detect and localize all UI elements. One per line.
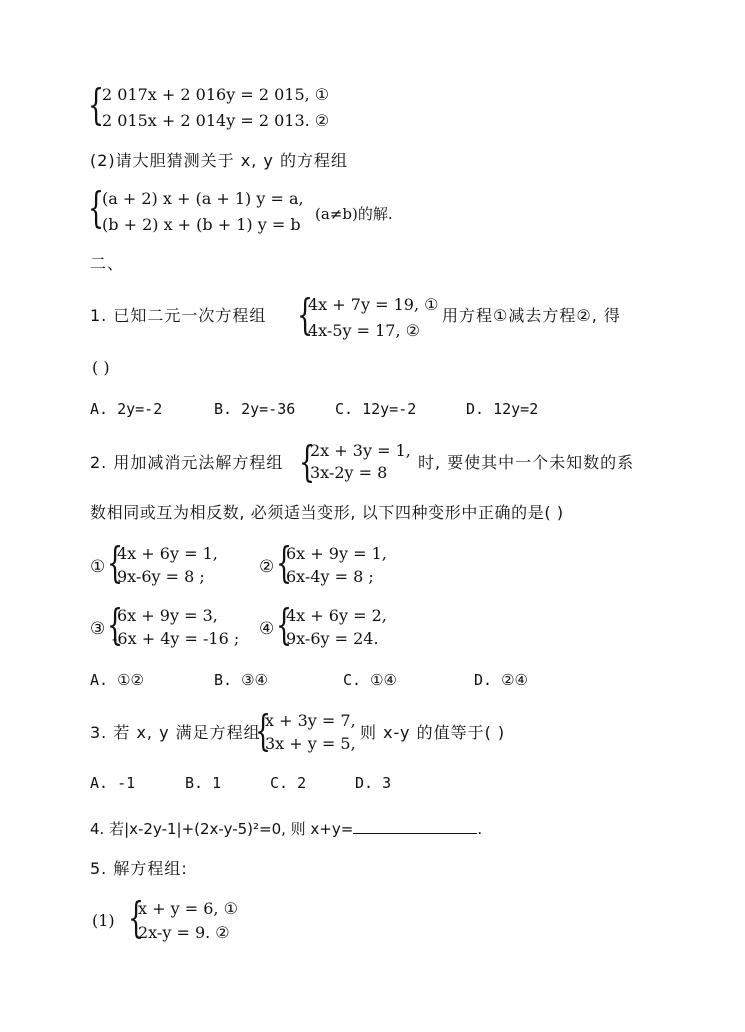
equation-row: 9x-6y = 24. [286,629,379,648]
equation-row: 6x + 9y = 3, [117,606,218,625]
equation-row: x + y = 6, ① [138,899,238,918]
option-d: D. ②④ [474,671,528,689]
equation-row: 4x + 6y = 2, [286,606,387,625]
question-4 [90,818,482,840]
option-d: D. 12y=2 [466,400,539,418]
equation-row: x + 3y = 7, [265,711,356,730]
question-5-prefix: 5. 解方程组: [90,859,188,878]
answer-paren: ( ) [92,358,110,377]
left-brace: { [276,538,293,587]
left-brace: { [88,183,105,232]
left-brace: { [297,290,314,339]
equation-row: (a + 2) x + (a + 1) y = a, [102,189,304,208]
option-a: A. 2y=-2 [90,400,163,418]
circled-2: ② [259,557,275,577]
condition-text: (a≠b)的解. [315,205,393,223]
question-3-suffix: 则 x-y 的值等于( ) [360,723,506,742]
question-1-suffix: 用方程①减去方程②, 得 [442,306,621,325]
left-brace: { [128,893,145,942]
question-1-prefix: 1. 已知二元一次方程组 [90,306,267,325]
option-d: D. 3 [355,774,392,792]
option-c: C. ①④ [343,671,397,689]
option-a: A. ①② [90,671,144,689]
left-brace: { [276,600,293,649]
option-a: A. -1 [90,774,136,792]
equation-row: 9x-6y = 8 ; [117,567,205,586]
question-2-prefix: 2. 用加减消元法解方程组 [90,453,284,472]
equation-row: 2x-y = 9. ② [138,923,230,942]
answer-blank [353,819,477,834]
question-4-end: . [477,820,483,838]
left-brace: { [88,80,105,129]
question-2-suffix: 时, 要使其中一个未知数的系 [418,453,635,472]
question-3-prefix: 3. 若 x, y 满足方程组 [90,723,261,742]
option-b: B. 1 [185,774,222,792]
section-heading: 二、 [90,254,125,273]
left-brace: { [107,600,124,649]
circled-3: ③ [90,619,106,639]
equation-row: 4x + 7y = 19, ① [308,295,439,314]
option-b: B. 2y=-36 [214,400,296,418]
option-c: C. 2 [270,774,307,792]
equation-row: 6x-4y = 8 ; [286,567,374,586]
equation-row: (b + 2) x + (b + 1) y = b [102,215,301,234]
equation-row: 4x + 6y = 1, [117,544,218,563]
left-brace: { [299,437,316,486]
option-c: C. 12y=-2 [335,400,417,418]
question-2-line2: 数相同或互为相反数, 必须适当变形, 以下四种变形中正确的是( ) [90,503,564,522]
equation-row: -6x + 4y = -16 ; [112,629,240,648]
circled-4: ④ [259,619,275,639]
equation-row: 2 015x + 2 014y = 2 013. ② [102,111,330,130]
left-brace: { [255,706,272,755]
option-b: B. ③④ [214,671,268,689]
subquestion-label: (1) [92,911,115,930]
question-4-text: 4. 若|x-2y-1|+(2x-y-5)²=0, 则 x+y= [90,820,354,838]
equation-row: 6x + 9y = 1, [286,544,387,563]
equation-row: 4x-5y = 17, ② [308,321,420,340]
circled-1: ① [90,557,106,577]
part2-prompt: (2)请大胆猜测关于 x, y 的方程组 [90,151,348,170]
left-brace: { [107,538,124,587]
equation-row: 3x + y = 5, [265,734,356,753]
equation-row: 3x-2y = 8 [310,463,388,482]
equation-row: 2x + 3y = 1, [310,441,411,460]
equation-row: 2 017x + 2 016y = 2 015, ① [102,85,330,104]
